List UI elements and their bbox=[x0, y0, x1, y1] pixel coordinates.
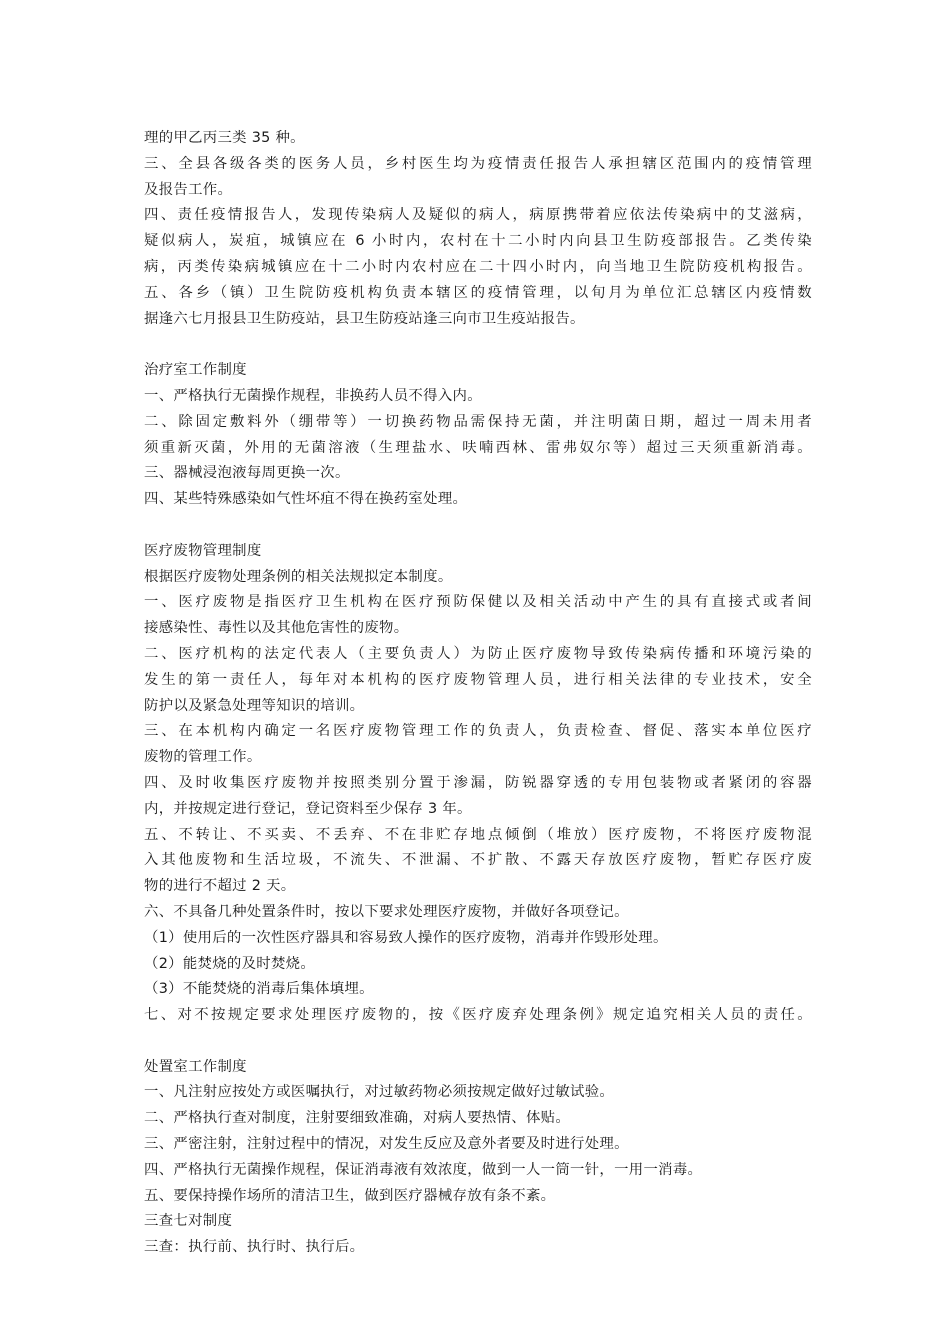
text-line: 二、医疗机构的法定代表人（主要负责人）为防止医疗废物导致传染病传播和环境污染的 bbox=[144, 645, 812, 662]
text-line: 三查七对制度 bbox=[144, 1213, 233, 1230]
text-line: 一、医疗废物是指医疗卫生机构在医疗预防保健以及相关活动中产生的具有直接式或者间 bbox=[144, 594, 812, 611]
text-line: 疑似病人，炭疽，城镇应在 6 小时内，农村在十二小时内向县卫生防疫部报告。乙类传染 bbox=[144, 233, 812, 250]
text-line: 四、严格执行无菌操作规程，保证消毒液有效浓度，做到一人一筒一针，一用一消毒。 bbox=[144, 1161, 703, 1178]
section-gap bbox=[144, 1029, 812, 1055]
text-line: 及报告工作。 bbox=[144, 181, 233, 198]
text-line: 根据医疗废物处理条例的相关法规拟定本制度。 bbox=[144, 568, 453, 585]
text-line: 四、责任疫情报告人，发现传染病人及疑似的病人，病原携带着应依法传染病中的艾滋病， bbox=[144, 207, 812, 224]
text-line: 三、全县各级各类的医务人员，乡村医生均为疫情责任报告人承担辖区范围内的疫情管理 bbox=[144, 155, 812, 172]
text-line: 理的甲乙丙三类 35 种。 bbox=[144, 130, 305, 146]
text-line: 六、不具备几种处置条件时，按以下要求处理医疗废物，并做好各项登记。 bbox=[144, 903, 629, 920]
text-line: 病，丙类传染病城镇应在十二小时内农村应在二十四小时内，向当地卫生院防疫机构报告。 bbox=[144, 258, 812, 275]
text-line: 二、严格执行查对制度，注射要细致准确，对病人要热情、体贴。 bbox=[144, 1110, 571, 1127]
text-line: 四、某些特殊感染如气性坏疽不得在换药室处理。 bbox=[144, 491, 468, 508]
text-line: 据逢六七月报县卫生防疫站，县卫生防疫站逢三向市卫生疫站报告。 bbox=[144, 310, 585, 327]
text-line: 须重新灭菌，外用的无菌溶液（生理盐水、呋喃西林、雷弗奴尔等）超过三天须重新消毒。 bbox=[144, 439, 812, 456]
text-line: 三、器械浸泡液每周更换一次。 bbox=[144, 465, 350, 482]
text-line: 内，并按规定进行登记，登记资料至少保存 3 年。 bbox=[144, 800, 472, 817]
section-gap bbox=[144, 513, 812, 539]
text-line: 五、各乡（镇）卫生院防疫机构负责本辖区的疫情管理，以旬月为单位汇总辖区内疫情数 bbox=[144, 284, 812, 301]
treatment-room-section bbox=[144, 358, 812, 513]
text-line: 三、在本机构内确定一名医疗废物管理工作的负责人，负责检查、督促、落实本单位医疗 bbox=[144, 723, 812, 740]
section-gap bbox=[144, 332, 812, 358]
text-line: 一、凡注射应按处方或医嘱执行，对过敏药物必须按规定做好过敏试验。 bbox=[144, 1084, 615, 1101]
text-line: 处置室工作制度 bbox=[144, 1058, 247, 1075]
medical-waste-section bbox=[144, 539, 812, 1029]
text-line: 七、对不按规定要求处理医疗废物的，按《医疗废弃处理条例》规定追究相关人员的责任。 bbox=[144, 1007, 812, 1024]
text-line: 三查：执行前、执行时、执行后。 bbox=[144, 1239, 365, 1256]
text-line: （3）不能焚烧的消毒后集体填埋。 bbox=[144, 981, 374, 998]
text-line: 防护以及紧急处理等知识的培训。 bbox=[144, 697, 365, 714]
text-line: 五、要保持操作场所的清洁卫生，做到医疗器械存放有条不紊。 bbox=[144, 1187, 556, 1204]
text-line: 废物的管理工作。 bbox=[144, 749, 262, 766]
document-page bbox=[144, 126, 812, 1261]
text-line: （2）能焚烧的及时焚烧。 bbox=[144, 955, 316, 972]
text-line: 发生的第一责任人，每年对本机构的医疗废物管理人员，进行相关法律的专业技术，安全 bbox=[144, 671, 812, 688]
text-line: 医疗废物管理制度 bbox=[144, 542, 262, 559]
text-line: 三、严密注射，注射过程中的情况，对发生反应及意外者要及时进行处理。 bbox=[144, 1136, 629, 1153]
text-line: 治疗室工作制度 bbox=[144, 362, 247, 379]
text-line: 五、不转让、不买卖、不丢弃、不在非贮存地点倾倒（堆放）医疗废物，不将医疗废物混 bbox=[144, 826, 812, 843]
text-line: 入其他废物和生活垃圾，不流失、不泄漏、不扩散、不露天存放医疗废物，暂贮存医疗废 bbox=[144, 852, 812, 869]
text-line: 接感染性、毒性以及其他危害性的废物。 bbox=[144, 620, 409, 637]
text-line: 二、除固定敷料外（绷带等）一切换药物品需保持无菌，并注明菌日期，超过一周未用者 bbox=[144, 413, 812, 430]
epidemic-report-section bbox=[144, 126, 812, 332]
text-line: 物的进行不超过 2 天。 bbox=[144, 878, 296, 895]
text-line: 四、及时收集医疗废物并按照类别分置于渗漏，防锐器穿透的专用包装物或者紧闭的容器 bbox=[144, 774, 812, 791]
disposal-room-section bbox=[144, 1055, 812, 1261]
text-line: 一、严格执行无菌操作规程，非换药人员不得入内。 bbox=[144, 387, 482, 404]
text-line: （1）使用后的一次性医疗器具和容易致人操作的医疗废物，消毒并作毁形处理。 bbox=[144, 929, 668, 946]
